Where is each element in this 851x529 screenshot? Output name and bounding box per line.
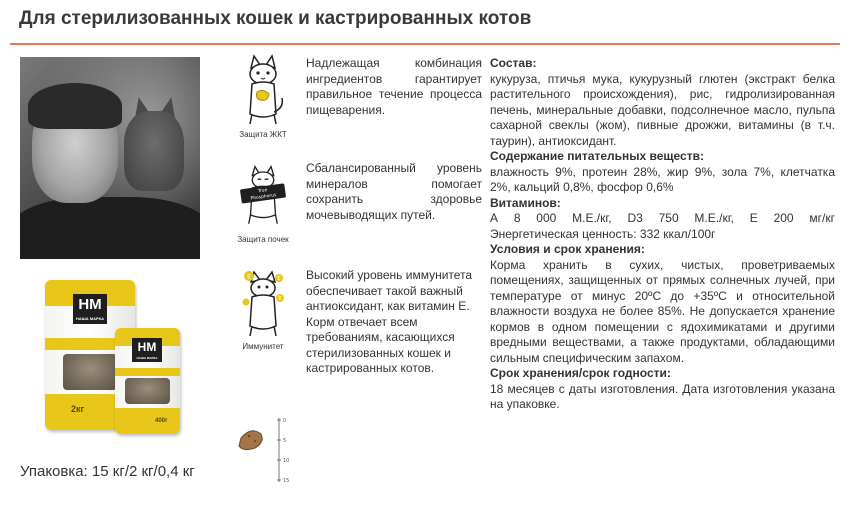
kibble-tick-label: 15 [283, 478, 290, 484]
composition-text: кукуруза, птичья мука, кукурузный глютен (экстракт белка растительного происхождения), рис, гидролизированная печень, минеральные добавки, подсолнечное масло, пульпа сахарной свеклы (жом), пивные дрожжи, витамины (в т.ч. таурин), антиоксидант. [490, 71, 835, 148]
pack-brand-sub-small: НАША МАРКА [136, 356, 158, 360]
cat-kidney-icon [238, 161, 288, 233]
kidney-badge-text-1: True [257, 188, 268, 195]
feature-digestion-text: Надлежащая комбинация ингредиентов гарантирует правильное течение процесса пищеварения. [306, 56, 482, 117]
feature-immunity-icon-box [232, 268, 294, 351]
product-pack-small [115, 328, 180, 434]
feature-immunity-text: Высокий уровень иммунитета обеспечивает такой важный антиоксидант, как витамин Е. Корм отвечает всем требованиям, касающихся стерилизованных кошек и кастрированных котов. [306, 268, 473, 375]
cat-stomach-icon [238, 54, 288, 128]
feature-immunity-label: Иммунитет [242, 342, 284, 351]
svg-text:E: E [247, 273, 251, 281]
kibble-tick-label: 0 [283, 418, 287, 424]
svg-text:E: E [277, 276, 281, 282]
pack-large-weight: 2кг [71, 404, 85, 414]
product-specification [490, 56, 835, 413]
feature-kidney-text: Сбалансированный уровень минералов помогает сохранить здоровье мочевыводящих путей. [306, 161, 482, 222]
kidney-badge-text-2: Phosphorus [250, 193, 277, 202]
vitamins-text: А 8 000 М.Е./кг, D3 750 М.Е./кг, Е 200 мг/кг [490, 211, 835, 225]
nutrients-text: влажность 9%, протеин 28%, жир 9%, зола 7%, клетчатка 2%, кальций 0,8%, фосфор 0,6% [490, 164, 835, 194]
nutrients-heading: Содержание питательных веществ: [490, 149, 704, 163]
storage-text: Корма хранить в сухих, чистых, проветриваемых помещениях, защищенных от прямых солнечных лучей, при температуре от минус 20ºC до +35ºC и относительной влажности воздуха не более 85%. Не допускается хранение кормов в одном помещении с ядохимикатами и другими вредными веществами, а также продуктами, обладающими сильным специфическим запахом. [490, 257, 835, 365]
feature-digestion-icon-box [232, 54, 294, 139]
title-divider [10, 43, 840, 45]
vitamins-heading: Витаминов: [490, 195, 561, 210]
packing-sizes: Упаковка: 15 кг/2 кг/0,4 кг [20, 463, 195, 480]
pack-brand-sub: НАША МАРКА [75, 316, 104, 321]
feature-digestion-label: Защита ЖКТ [239, 130, 287, 139]
kibble-size-scale [233, 416, 295, 486]
energy-text: Энергетическая ценность: 332 ккал/100г [490, 226, 716, 241]
feature-kidney-icon-box [232, 161, 294, 244]
pack-brand-logo-small: НМ [137, 340, 157, 354]
svg-text:E: E [278, 296, 282, 302]
storage-heading: Условия и срок хранения: [490, 242, 645, 256]
pack-small-weight: 400г [155, 418, 168, 424]
pack-cat-image [63, 354, 117, 390]
kibble-tick-label: 10 [283, 458, 290, 464]
composition-heading: Состав: [490, 56, 537, 70]
owner-with-cat-photo [20, 57, 200, 259]
kibble-tick-label: 5 [283, 438, 287, 444]
pack-brand-logo: НМ [78, 296, 102, 313]
pack-small-cat-image [125, 378, 170, 404]
page-title: Для стерилизованных кошек и кастрированных котов [19, 8, 532, 29]
shelf-life-text: 18 месяцев с даты изготовления. Дата изготовления указана на упаковке. [490, 381, 835, 411]
cat-immunity-icon [238, 268, 288, 340]
shelf-life-heading: Срок хранения/срок годности: [490, 366, 671, 380]
feature-kidney-label: Защита почек [237, 235, 289, 244]
